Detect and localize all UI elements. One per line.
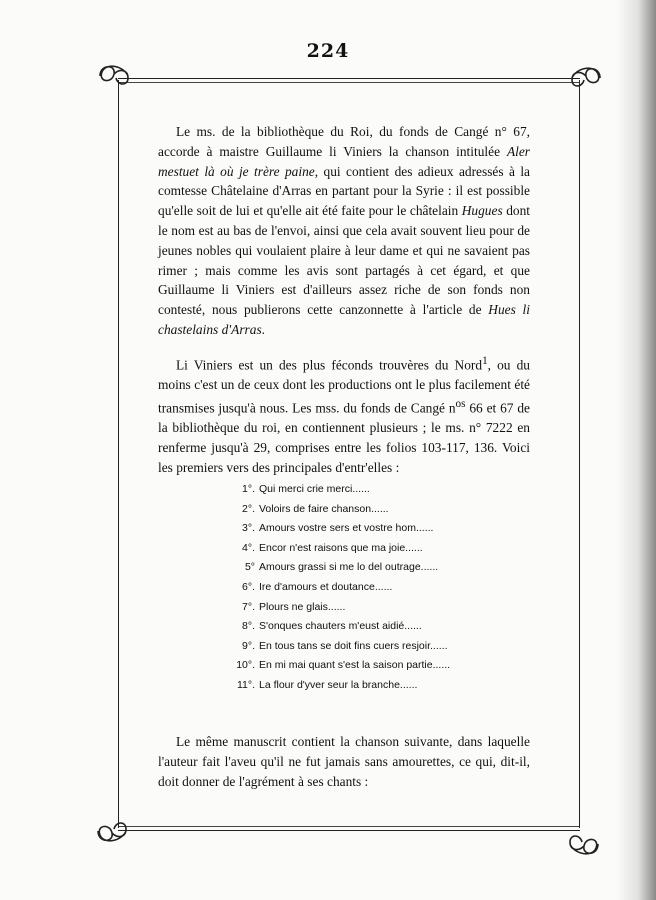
list-item-text: La flour d'yver seur la branche...... [259, 678, 418, 691]
paragraph-1-text-d: . [261, 321, 266, 337]
list-item-text: S'onques chauters m'eust aidié...... [259, 620, 422, 633]
paragraph-3: Le même manuscrit contient la chanson suivante, dans laquelle l'auteur fait l'aveu qu'il ne fut jamais sans amourettes, ce qui, dit-il, doit donner de l'agrément à ses chants : [158, 734, 530, 789]
list-item [230, 539, 530, 559]
list-item-number: 6°. [242, 580, 255, 593]
corner-ornament-bottom-right [564, 828, 604, 860]
list-item-number: 10°. [236, 659, 255, 672]
list-item-number: 11°. [236, 678, 255, 691]
list-item-number: 8°. [242, 620, 255, 633]
frame-rule-bottom [118, 830, 580, 831]
paragraph-2-text-c: 66 et 67 de la bibliothèque du roi, en contiennent plusieurs ; le ms. n° 7222 en renferme jusqu'à 29, comprises entre les folios 103-117, 136. Voici les premiers vers des principales d'entr'elles : [158, 400, 530, 475]
paragraph-2-text-a: Li Viniers est un des plus féconds trouvères du Nord [176, 357, 483, 373]
paragraph-2 [158, 352, 530, 478]
list-item-number: 5° [244, 561, 255, 574]
paragraph-1-text-b: , qui contient des adieux adressés à la comtesse Châtelaine d'Arras en partant pour la Syrie : il est possible qu'elle soit de lui et qu'elle ait été faite pour le châtelain [158, 163, 530, 219]
list-item-number: 2°. [242, 502, 255, 515]
list-item [230, 598, 530, 618]
list-item-text: Ire d'amours et doutance...... [259, 580, 393, 593]
list-item-number: 4°. [242, 541, 255, 554]
list-item-text: Amours vostre sers et vostre hom...... [259, 522, 434, 535]
list-item-text: Amours grassi si me lo del outrage...... [259, 561, 439, 574]
list-item-number: 9°. [242, 639, 255, 652]
corner-ornament-bottom-left [92, 815, 132, 847]
frame-rule-top [118, 78, 580, 79]
paragraph-1-text-c: dont le nom est au bas de l'envoi, ainsi que cela avait souvent lieu pour de jeunes nobles qui voulaient plaire à leur dame et qui ne savaient pas rimer ; mais comme les avis sont partagés à cet égard, et que Guillaume li Viniers est d'ailleurs assez riche de son fonds non contesté, nous publierons cette canzonnette à l'article de [158, 203, 531, 318]
list-item-text: Qui merci crie merci...... [259, 483, 370, 495]
paragraph-2-text-b: , ou du moins c'est un de ceux dont les productions ont le plus facilement été transmises jusqu'à nous. Les mss. du fonds de Cangé n [158, 357, 531, 416]
article-title: Hues li chastelains d'Arras [158, 302, 530, 337]
list-item-text: En tous tans se doit fins cuers resjoir...... [259, 639, 448, 652]
list-item [230, 558, 530, 578]
paragraph-1-text-a: Le ms. de la bibliothèque du Roi, du fonds de Cangé n° 67, accorde à maistre Guillaume li Viniers la chanson intitulée [158, 124, 530, 159]
list-item [230, 519, 530, 539]
name-hugues: Hugues [461, 203, 503, 219]
list-item [230, 676, 530, 696]
song-title: Aler mestuet là où je trère paine [158, 143, 530, 179]
corner-ornament-top-left [94, 60, 134, 92]
list-item [230, 500, 530, 520]
list-item-number: 7°. [242, 600, 255, 613]
page-number: 224 [306, 40, 350, 62]
list-item-text: Plours ne glais...... [259, 600, 346, 613]
list-item [230, 637, 530, 657]
list-item-text: Encor n'est raisons que ma joie...... [259, 541, 423, 554]
page-edge-shadow [616, 0, 656, 900]
list-item-number: 1°. [242, 483, 255, 495]
body-text [158, 122, 530, 477]
closing-text [158, 732, 530, 792]
list-item [230, 617, 530, 637]
superscript-os: os [455, 397, 466, 410]
list-item [230, 480, 530, 500]
corner-ornament-top-right [566, 62, 606, 94]
list-item-text: En mi mai quant s'est la saison partie...... [259, 659, 451, 672]
song-list [230, 480, 530, 696]
list-item-text: Voloirs de faire chanson...... [259, 502, 389, 515]
paragraph-1 [158, 122, 530, 340]
list-item [230, 578, 530, 598]
list-item-number: 3°. [242, 522, 255, 535]
footnote-marker: 1 [482, 354, 488, 367]
list-item [230, 656, 530, 676]
